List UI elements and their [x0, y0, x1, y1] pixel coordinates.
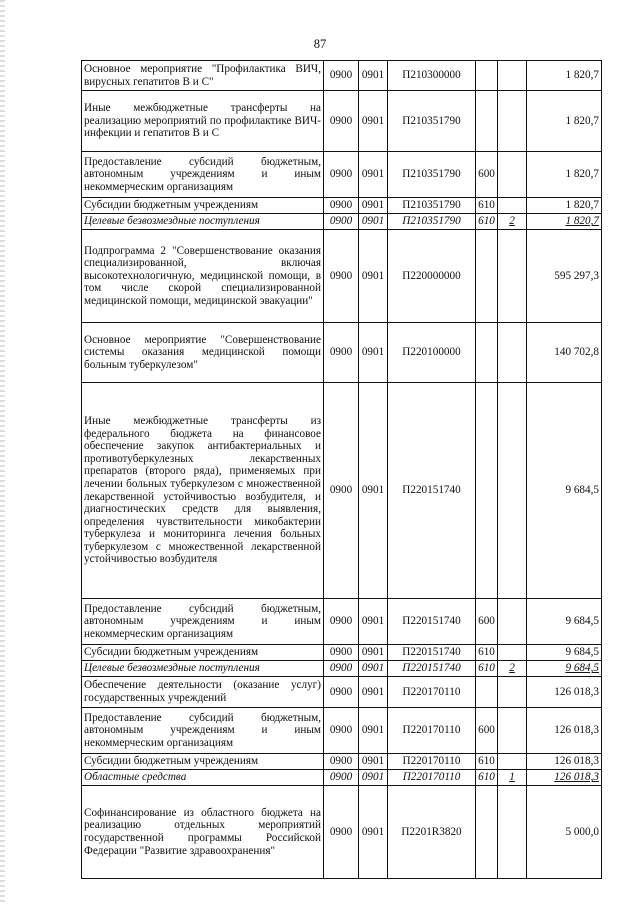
cell-section-code: 0901	[359, 645, 388, 661]
cell-section-code: 0901	[359, 708, 388, 754]
cell-target-article: П220151740	[388, 661, 476, 677]
cell-ved-code: 0900	[324, 754, 359, 770]
cell-name: Субсидии бюджетным учреждениям	[82, 198, 324, 214]
cell-ved-code: 0900	[324, 383, 359, 599]
cell-target-article: П210300000	[388, 61, 476, 91]
cell-amount: 126 018,3	[527, 770, 602, 786]
cell-target-article: П220170110	[388, 770, 476, 786]
table-row	[82, 708, 602, 754]
cell-amount: 126 018,3	[527, 708, 602, 754]
cell-name: Предоставление субсидий бюджетным, автономным учреждениям и иным некоммерческим организациям	[82, 599, 324, 645]
cell-expense-type	[476, 677, 498, 708]
cell-ved-code: 0900	[324, 677, 359, 708]
cell-ved-code: 0900	[324, 786, 359, 879]
cell-name: Основное мероприятие "Совершенствование системы оказания медицинской помощи больным туберкулезом"	[82, 323, 324, 383]
cell-name: Софинансирование из областного бюджета на реализацию отдельных мероприятий государственной программы Российской Федерации "Развитие здравоохранения"	[82, 786, 324, 879]
table-row	[82, 661, 602, 677]
cell-amount: 9 684,5	[527, 645, 602, 661]
cell-expense-type: 610	[476, 645, 498, 661]
cell-amount: 126 018,3	[527, 754, 602, 770]
cell-target-article: П220151740	[388, 383, 476, 599]
cell-ved-code: 0900	[324, 708, 359, 754]
cell-name: Целевые безвозмездные поступления	[82, 661, 324, 677]
cell-name: Субсидии бюджетным учреждениям	[82, 645, 324, 661]
cell-expense-type	[476, 61, 498, 91]
cell-source-code	[498, 323, 527, 383]
cell-target-article: П210351790	[388, 198, 476, 214]
cell-expense-type: 610	[476, 661, 498, 677]
cell-source-code	[498, 230, 527, 323]
cell-source-code	[498, 198, 527, 214]
cell-section-code: 0901	[359, 230, 388, 323]
cell-source-code: 2	[498, 214, 527, 230]
cell-name: Основное мероприятие "Профилактика ВИЧ, вирусных гепатитов В и С"	[82, 61, 324, 91]
cell-source-code	[498, 383, 527, 599]
cell-name: Целевые безвозмездные поступления	[82, 214, 324, 230]
cell-target-article: П220100000	[388, 323, 476, 383]
table-row	[82, 754, 602, 770]
cell-expense-type	[476, 91, 498, 152]
cell-expense-type: 600	[476, 708, 498, 754]
table-row	[82, 61, 602, 91]
table-row	[82, 230, 602, 323]
scan-margin-edge	[0, 0, 5, 905]
cell-source-code	[498, 677, 527, 708]
cell-source-code	[498, 645, 527, 661]
cell-name: Субсидии бюджетным учреждениям	[82, 754, 324, 770]
cell-expense-type	[476, 230, 498, 323]
cell-amount: 9 684,5	[527, 599, 602, 645]
cell-source-code: 1	[498, 770, 527, 786]
table-row	[82, 786, 602, 879]
cell-ved-code: 0900	[324, 198, 359, 214]
cell-ved-code: 0900	[324, 91, 359, 152]
cell-amount: 5 000,0	[527, 786, 602, 879]
table-row	[82, 152, 602, 198]
cell-section-code: 0901	[359, 198, 388, 214]
cell-section-code: 0901	[359, 770, 388, 786]
cell-amount: 1 820,7	[527, 214, 602, 230]
budget-table	[81, 60, 602, 879]
cell-expense-type: 610	[476, 214, 498, 230]
cell-section-code: 0901	[359, 677, 388, 708]
cell-name: Предоставление субсидий бюджетным, автономным учреждениям и иным некоммерческим организациям	[82, 152, 324, 198]
cell-source-code	[498, 708, 527, 754]
cell-expense-type	[476, 383, 498, 599]
cell-target-article: П220170110	[388, 708, 476, 754]
cell-expense-type: 610	[476, 754, 498, 770]
budget-table-body	[82, 61, 602, 879]
cell-amount: 1 820,7	[527, 91, 602, 152]
cell-target-article: П220151740	[388, 599, 476, 645]
table-row	[82, 91, 602, 152]
table-row	[82, 599, 602, 645]
cell-ved-code: 0900	[324, 770, 359, 786]
cell-target-article: П220000000	[388, 230, 476, 323]
cell-section-code: 0901	[359, 152, 388, 198]
cell-source-code	[498, 61, 527, 91]
cell-amount: 9 684,5	[527, 383, 602, 599]
cell-source-code	[498, 754, 527, 770]
cell-ved-code: 0900	[324, 599, 359, 645]
table-row	[82, 645, 602, 661]
cell-target-article: П210351790	[388, 152, 476, 198]
cell-expense-type: 600	[476, 599, 498, 645]
cell-section-code: 0901	[359, 323, 388, 383]
cell-ved-code: 0900	[324, 323, 359, 383]
cell-target-article: П220151740	[388, 645, 476, 661]
table-row	[82, 677, 602, 708]
cell-name: Обеспечение деятельности (оказание услуг) государственных учреждений	[82, 677, 324, 708]
cell-amount: 1 820,7	[527, 198, 602, 214]
cell-source-code	[498, 599, 527, 645]
cell-section-code: 0901	[359, 599, 388, 645]
cell-amount: 1 820,7	[527, 61, 602, 91]
cell-section-code: 0901	[359, 786, 388, 879]
cell-amount: 140 702,8	[527, 323, 602, 383]
cell-target-article: П2201R3820	[388, 786, 476, 879]
cell-section-code: 0901	[359, 754, 388, 770]
cell-ved-code: 0900	[324, 230, 359, 323]
cell-ved-code: 0900	[324, 661, 359, 677]
cell-target-article: П210351790	[388, 91, 476, 152]
cell-section-code: 0901	[359, 61, 388, 91]
cell-name: Иные межбюджетные трансферты из федерального бюджета на финансовое обеспечение закупок антибактериальных и противотуберкулезных лекарственных препаратов (второго ряда), применяемых при лечении больных туберкулезом с множественной лекарственной устойчивостью возбудителя, и диагностических средств для выявления, определения чувствительности микобактерии туберкулеза и мониторинга лечения больных туберкулезом с множественной лекарственной устойчивостью возбудителя	[82, 383, 324, 599]
cell-name: Предоставление субсидий бюджетным, автономным учреждениям и иным некоммерческим организациям	[82, 708, 324, 754]
cell-ved-code: 0900	[324, 214, 359, 230]
cell-amount: 9 684,5	[527, 661, 602, 677]
cell-name: Подпрограмма 2 "Совершенствование оказания специализированной, включая высокотехнологичную, медицинской помощи, в том числе скорой специализированной медицинской помощи, медицинской эвакуации"	[82, 230, 324, 323]
cell-expense-type: 610	[476, 770, 498, 786]
cell-source-code	[498, 152, 527, 198]
cell-target-article: П220170110	[388, 677, 476, 708]
page-number: 87	[313, 37, 327, 51]
cell-amount: 126 018,3	[527, 677, 602, 708]
table-row	[82, 214, 602, 230]
cell-expense-type: 600	[476, 152, 498, 198]
cell-expense-type	[476, 786, 498, 879]
cell-ved-code: 0900	[324, 152, 359, 198]
cell-source-code	[498, 786, 527, 879]
cell-section-code: 0901	[359, 91, 388, 152]
cell-ved-code: 0900	[324, 61, 359, 91]
cell-section-code: 0901	[359, 383, 388, 599]
cell-target-article: П210351790	[388, 214, 476, 230]
cell-source-code: 2	[498, 661, 527, 677]
cell-section-code: 0901	[359, 661, 388, 677]
cell-target-article: П220170110	[388, 754, 476, 770]
cell-section-code: 0901	[359, 214, 388, 230]
table-row	[82, 383, 602, 599]
table-row	[82, 770, 602, 786]
cell-name: Областные средства	[82, 770, 324, 786]
cell-source-code	[498, 91, 527, 152]
cell-expense-type	[476, 323, 498, 383]
cell-expense-type: 610	[476, 198, 498, 214]
table-row	[82, 323, 602, 383]
cell-ved-code: 0900	[324, 645, 359, 661]
table-row	[82, 198, 602, 214]
cell-amount: 1 820,7	[527, 152, 602, 198]
cell-name: Иные межбюджетные трансферты на реализацию мероприятий по профилактике ВИЧ-инфекции и гепатитов В и С	[82, 91, 324, 152]
cell-amount: 595 297,3	[527, 230, 602, 323]
